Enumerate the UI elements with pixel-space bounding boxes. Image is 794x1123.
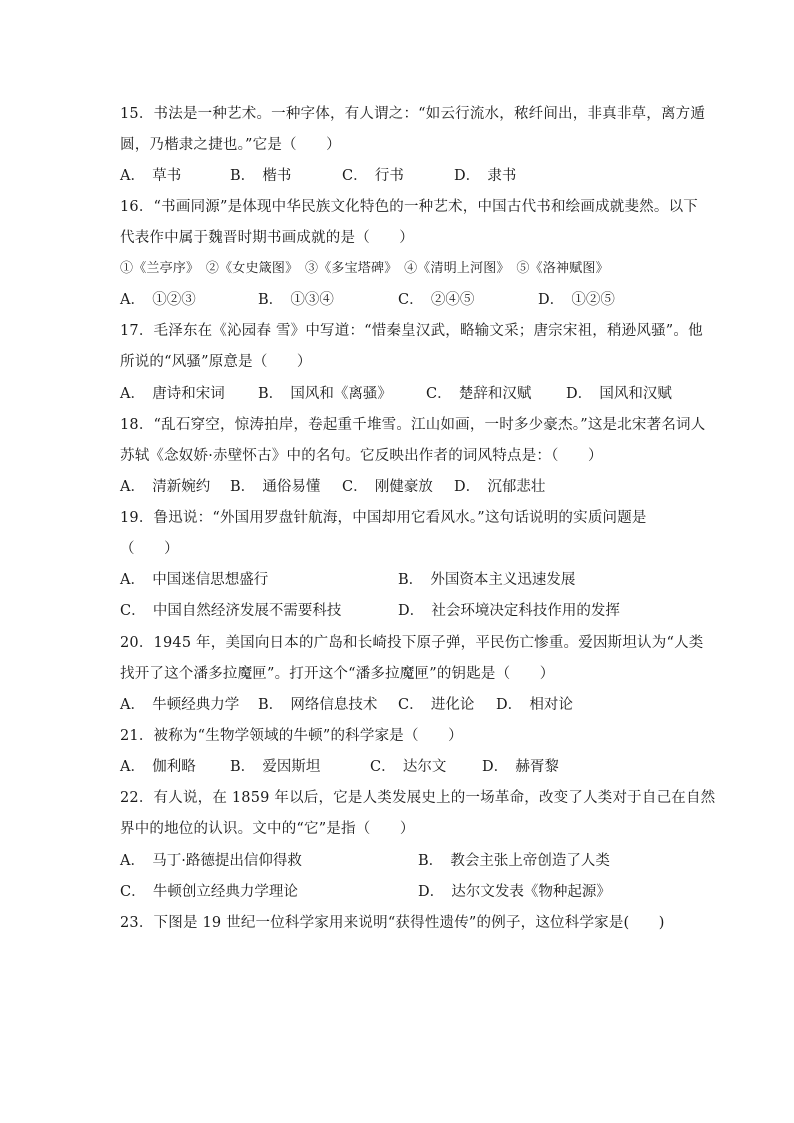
question-21-option-d: D． 赫胥黎 (482, 759, 559, 775)
question-22-stem-line-1: 22．有人说，在 1859 年以后，它是人类发展史上的一场革命，改变了人类对于自己在自然 (120, 790, 716, 806)
question-21-option-a: A． 伽利略 (120, 759, 196, 775)
question-19-option-d: D． 社会环境决定科技作用的发挥 (398, 603, 620, 619)
question-23-stem-line-1: 23．下图是 19 世纪一位科学家用来说明“获得性遗传”的例子，这位科学家是( ) (120, 915, 665, 931)
question-15-option-b: B． 楷书 (230, 168, 292, 184)
question-16-option-a: A． ①②③ (120, 292, 196, 308)
question-18-option-b: B． 通俗易懂 (230, 479, 321, 495)
question-16-option-b: B． ①③④ (258, 292, 334, 308)
question-20-stem-line-1: 20．1945 年，美国向日本的广岛和长崎投下原子弹，平民伤亡惨重。爱因斯坦认为“人类 (120, 635, 704, 651)
question-17-option-d: D． 国风和汉赋 (566, 386, 672, 402)
question-21-stem-line-1: 21．被称为“生物学领域的牛顿”的科学家是（ ） (120, 728, 463, 744)
question-15-option-a: A． 草书 (120, 168, 182, 184)
question-16-stem-line-2: 代表作中属于魏晋时期书画成就的是（ ） (120, 230, 414, 246)
question-18-stem-line-2: 苏轼《念奴娇·赤壁怀古》中的名句。它反映出作者的词风特点是：（ ） (120, 448, 603, 464)
question-20-option-b: B． 网络信息技术 (258, 697, 378, 713)
question-19-option-c: C． 中国自然经济发展不需要科技 (120, 603, 342, 619)
question-15-option-c: C． 行书 (342, 168, 404, 184)
question-21-option-c: C． 达尔文 (370, 759, 447, 775)
question-15-option-d: D． 隶书 (454, 168, 517, 184)
question-22-stem-line-2: 界中的地位的认识。文中的“它”是指（ ） (120, 821, 415, 837)
question-15-stem-line-2: 圆，乃楷隶之捷也。”它是（ ） (120, 137, 341, 153)
question-19-stem-line-2: （ ） (120, 541, 179, 557)
question-15-stem-line-1: 15．书法是一种艺术。一种字体，有人谓之：“如云行流水，秾纤间出，非真非草，离方遁 (120, 106, 706, 122)
question-20-option-a: A． 牛顿经典力学 (120, 697, 240, 713)
question-21-option-b: B． 爱因斯坦 (230, 759, 321, 775)
question-17-option-b: B． 国风和《离骚》 (258, 386, 392, 402)
question-16-stem-line-1: 16．“书画同源”是体现中华民族文化特色的一种艺术，中国古代书和绘画成就斐然。以下 (120, 199, 698, 215)
question-20-option-d: D． 相对论 (496, 697, 573, 713)
question-16-items: ①《兰亭序》 ②《女史箴图》 ③《多宝塔碑》 ④《清明上河图》 ⑤《洛神赋图》 (120, 261, 609, 276)
question-20-option-c: C． 进化论 (398, 697, 475, 713)
question-19-option-b: B． 外国资本主义迅速发展 (398, 572, 576, 588)
question-18-option-a: A． 清新婉约 (120, 479, 211, 495)
question-22-option-a: A． 马丁·路德提出信仰得救 (120, 853, 302, 869)
question-17-stem-line-2: 所说的“风骚”原意是（ ） (120, 354, 312, 370)
question-17-option-a: A． 唐诗和宋词 (120, 386, 225, 402)
question-22-option-b: B． 教会主张上帝创造了人类 (418, 853, 610, 869)
question-19-stem-line-1: 19．鲁迅说：“外国用罗盘针航海，中国却用它看风水。”这句话说明的实质问题是 (120, 510, 647, 526)
question-17-option-c: C． 楚辞和汉赋 (426, 386, 532, 402)
question-17-stem-line-1: 17．毛泽东在《沁园春 雪》中写道：“惜秦皇汉武，略输文采；唐宗宋祖，稍逊风骚”。他 (120, 323, 703, 339)
question-18-option-c: C． 刚健豪放 (342, 479, 433, 495)
question-22-option-c: C． 牛顿创立经典力学理论 (120, 884, 298, 900)
question-18-stem-line-1: 18．“乱石穿空，惊涛拍岸，卷起重千堆雪。江山如画，一时多少豪杰。”这是北宋著名词人 (120, 417, 706, 433)
question-16-option-c: C． ②④⑤ (398, 292, 475, 308)
question-22-option-d: D． 达尔文发表《物种起源》 (418, 884, 611, 900)
question-20-stem-line-2: 找开了这个潘多拉魔匣”。打开这个“潘多拉魔匣”的钥匙是（ ） (120, 666, 555, 682)
question-19-option-a: A． 中国迷信思想盛行 (120, 572, 269, 588)
question-16-option-d: D． ①②⑤ (538, 292, 615, 308)
question-18-option-d: D． 沉郁悲壮 (454, 479, 546, 495)
